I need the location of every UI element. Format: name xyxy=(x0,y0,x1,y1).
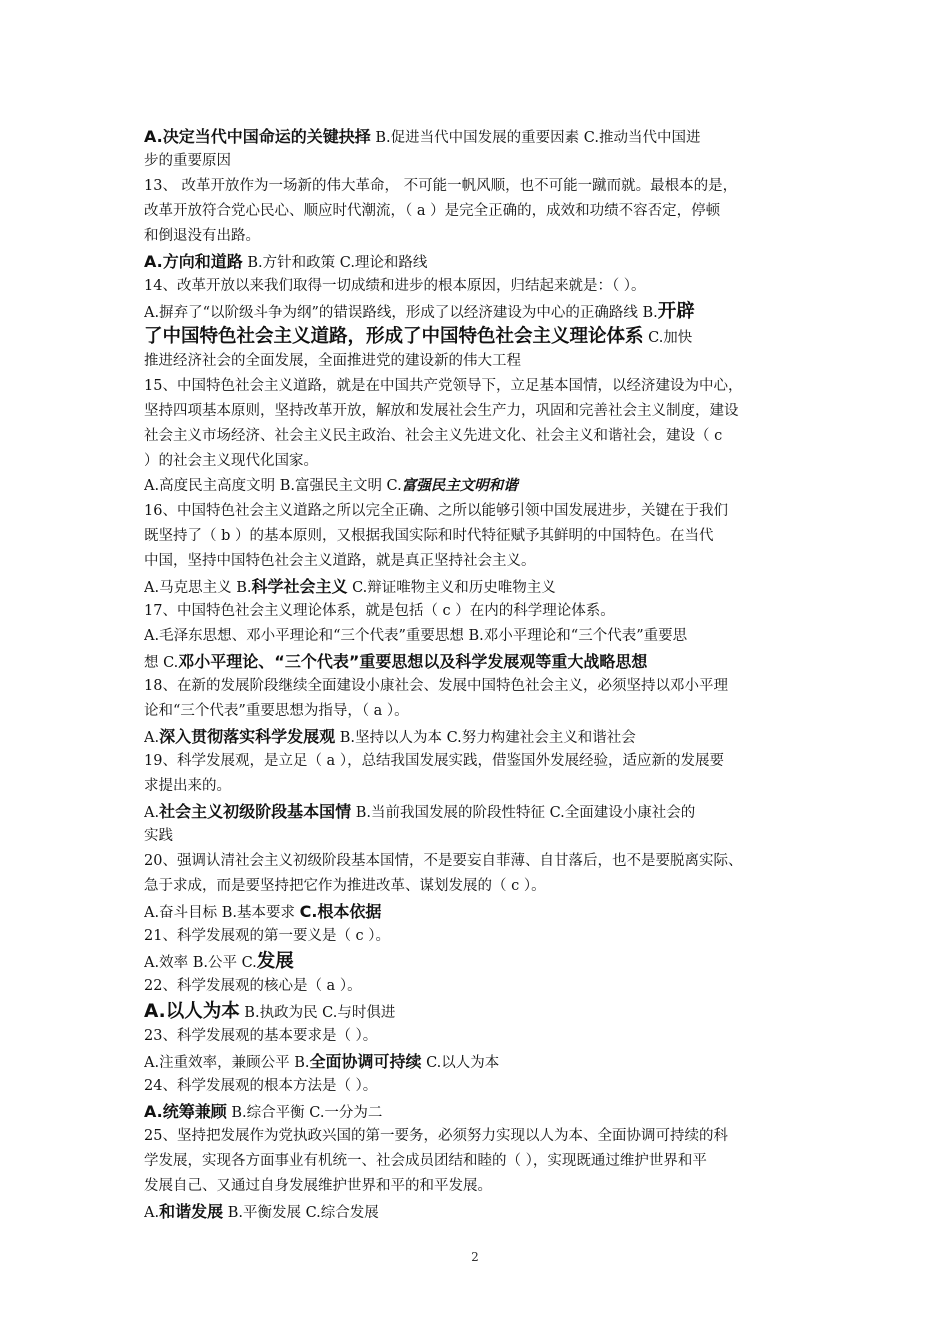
body-text: 论和“三个代表”重要思想为指导，（ a ）。 xyxy=(144,703,409,719)
body-text: 和倒退没有出路。 xyxy=(144,228,260,244)
text-line xyxy=(144,299,808,324)
emphasized-text: 深入贯彻落实科学发展观 xyxy=(159,727,336,746)
body-text: 步的重要原因 xyxy=(144,153,231,169)
body-text: ）的社会主义现代化国家。 xyxy=(144,453,318,469)
body-text: 求提出来的。 xyxy=(144,778,231,794)
emphasized-text: A.统筹兼顾 xyxy=(144,1102,227,1121)
body-text: 发展自己、又通过自身发展维护世界和平的和平发展。 xyxy=(144,1178,492,1194)
body-text: 19、科学发展观，是立足（ a ），总结我国发展实践，借鉴国外发展经验，适应新的发展要 xyxy=(144,753,725,769)
text-line xyxy=(144,824,808,849)
body-text: A.效率 B.公平 C. xyxy=(144,955,257,971)
text-line xyxy=(144,924,808,949)
body-text: 13、 改革开放作为一场新的伟大革命， 不可能一帆风顺，也不可能一蹴而就。最根本的是， xyxy=(144,178,738,194)
body-text: 既坚持了（ b ）的基本原则，又根据我国实际和时代特征赋予其鲜明的中国特色。在当代 xyxy=(144,528,714,544)
text-line xyxy=(144,124,808,149)
text-line xyxy=(144,1149,808,1174)
body-text: 22、科学发展观的核心是（ a ）。 xyxy=(144,978,362,994)
text-line xyxy=(144,524,808,549)
body-text: B.坚持以人为本 C.努力构建社会主义和谐社会 xyxy=(335,730,636,746)
document-body xyxy=(144,124,808,1224)
emphasized-text: 全面协调可持续 xyxy=(309,1052,422,1071)
emphasized-text: A. xyxy=(144,127,163,146)
text-line xyxy=(144,799,808,824)
text-line xyxy=(144,249,808,274)
text-line xyxy=(144,474,808,499)
text-line xyxy=(144,149,808,174)
text-line xyxy=(144,874,808,899)
text-line xyxy=(144,374,808,399)
text-line xyxy=(144,574,808,599)
body-text: 社会主义市场经济、社会主义民主政治、社会主义先进文化、社会主义和谐社会，建设（ c xyxy=(144,428,723,444)
body-text: 17、中国特色社会主义理论体系，就是包括（ c ）在内的科学理论体系。 xyxy=(144,603,615,619)
emphasized-text: 发展 xyxy=(256,951,294,972)
text-line xyxy=(144,974,808,999)
text-line xyxy=(144,649,808,674)
body-text: 24、科学发展观的根本方法是（ ）。 xyxy=(144,1078,378,1094)
body-text: 15、中国特色社会主义道路，就是在中国共产党领导下，立足基本国情，以经济建设为中心， xyxy=(144,378,743,394)
text-line xyxy=(144,324,808,349)
text-line xyxy=(144,999,808,1024)
body-text: 坚持四项基本原则，坚持改革开放，解放和发展社会生产力，巩固和完善社会主义制度，建设 xyxy=(144,403,739,419)
body-text: A.奋斗目标 B.基本要求 xyxy=(144,905,300,921)
body-text: 25、坚持把发展作为党执政兴国的第一要务，必须努力实现以人为本、全面协调可持续的科 xyxy=(144,1128,728,1144)
text-line xyxy=(144,749,808,774)
body-text: 21、科学发展观的第一要义是（ c ）。 xyxy=(144,928,391,944)
body-text: A.毛泽东思想、邓小平理论和“三个代表”重要思想 B.邓小平理论和“三个代表”重要思 xyxy=(144,628,688,644)
text-line xyxy=(144,674,808,699)
body-text: 18、在新的发展阶段继续全面建设小康社会、发展中国特色社会主义，必须坚持以邓小平理 xyxy=(144,678,728,694)
body-text: A. xyxy=(144,1205,160,1221)
body-text: 中国，坚持中国特色社会主义道路，就是真正坚持社会主义。 xyxy=(144,553,536,569)
text-line xyxy=(144,349,808,374)
text-line xyxy=(144,1074,808,1099)
text-line xyxy=(144,1099,808,1124)
text-line xyxy=(144,624,808,649)
body-text: A. xyxy=(144,730,160,746)
text-line xyxy=(144,1199,808,1224)
text-line xyxy=(144,199,808,224)
body-text: B.综合平衡 C.一分为二 xyxy=(226,1105,383,1121)
body-text: B.平衡发展 C.综合发展 xyxy=(223,1205,379,1221)
emphasized-text: 科学社会主义 xyxy=(251,577,348,596)
body-text: 20、强调认清社会主义初级阶段基本国情，不是要妄自菲薄、自甘落后，也不是要脱离实际、 xyxy=(144,853,743,869)
body-text: B.促进当代中国发展的重要因素 C.推动当代中国进 xyxy=(370,130,701,146)
emphasized-text: 了中国特色社会主义道路，形成了中国特色社会主义理论体系 xyxy=(144,326,644,347)
text-line xyxy=(144,774,808,799)
text-line xyxy=(144,1049,808,1074)
text-line xyxy=(144,899,808,924)
text-line xyxy=(144,1024,808,1049)
body-text: C.辩证唯物主义和历史唯物主义 xyxy=(347,580,556,596)
body-text: A.高度民主高度文明 B.富强民主文明 C. xyxy=(144,478,402,494)
body-text: 23、科学发展观的基本要求是（ ）。 xyxy=(144,1028,378,1044)
page-number: 2 xyxy=(471,1250,479,1264)
text-line xyxy=(144,399,808,424)
text-line xyxy=(144,849,808,874)
text-line xyxy=(144,599,808,624)
text-line xyxy=(144,224,808,249)
body-text: A. xyxy=(144,805,160,821)
body-text: C.以人为本 xyxy=(421,1055,500,1071)
emphasized-text: A.以人为本 xyxy=(144,1001,240,1022)
emphasized-text: 邓小平理论、“三个代表”重要思想以及科学发展观等重大战略思想 xyxy=(178,652,648,671)
text-line xyxy=(144,499,808,524)
body-text: 急于求成，而是要坚持把它作为推进改革、谋划发展的（ c ）。 xyxy=(144,878,546,894)
body-text: A.注重效率，兼顾公平 B. xyxy=(144,1055,310,1071)
text-line xyxy=(144,1124,808,1149)
text-line xyxy=(144,949,808,974)
body-text: 14、改革开放以来我们取得一切成绩和进步的根本原因，归结起来就是：（ ）。 xyxy=(144,278,646,294)
body-text: 实践 xyxy=(144,828,173,844)
text-line xyxy=(144,699,808,724)
text-line xyxy=(144,424,808,449)
body-text: 16、中国特色社会主义道路之所以完全正确、之所以能够引领中国发展进步，关键在于我们 xyxy=(144,503,728,519)
emphasized-text: C.根本依据 xyxy=(299,902,382,921)
text-line xyxy=(144,274,808,299)
text-line xyxy=(144,449,808,474)
text-line xyxy=(144,174,808,199)
emphasized-text: 开辟 xyxy=(657,301,695,322)
body-text: A.马克思主义 B. xyxy=(144,580,252,596)
body-text: 想 C. xyxy=(144,655,179,671)
emphasized-text: 决定当代中国命运的关键抉择 xyxy=(162,127,371,146)
text-line xyxy=(144,724,808,749)
emphasized-text: A.方向和道路 xyxy=(144,252,243,271)
body-text: B.执政为民 C.与时俱进 xyxy=(239,1005,396,1021)
body-text: 改革开放符合党心民心、顺应时代潮流，（ a ）是完全正确的，成效和功绩不容否定，停顿 xyxy=(144,203,721,219)
body-text: 推进经济社会的全面发展，全面推进党的建设新的伟大工程 xyxy=(144,353,521,369)
text-line xyxy=(144,549,808,574)
emphasized-text: 和谐发展 xyxy=(159,1202,224,1221)
body-text: 学发展，实现各方面事业有机统一、社会成员团结和睦的（ ），实现既通过维护世界和平 xyxy=(144,1153,707,1169)
body-text: C.加快 xyxy=(643,330,693,346)
emphasized-text: 富强民主文明和谐 xyxy=(401,478,518,494)
body-text: B.方针和政策 C.理论和路线 xyxy=(242,255,428,271)
emphasized-text: 社会主义初级阶段基本国情 xyxy=(159,802,352,821)
text-line xyxy=(144,1174,808,1199)
body-text: A.摒弃了“以阶级斗争为纲”的错误路线，形成了以经济建设为中心的正确路线 B. xyxy=(144,305,658,321)
body-text: B.当前我国发展的阶段性特征 C.全面建设小康社会的 xyxy=(351,805,696,821)
